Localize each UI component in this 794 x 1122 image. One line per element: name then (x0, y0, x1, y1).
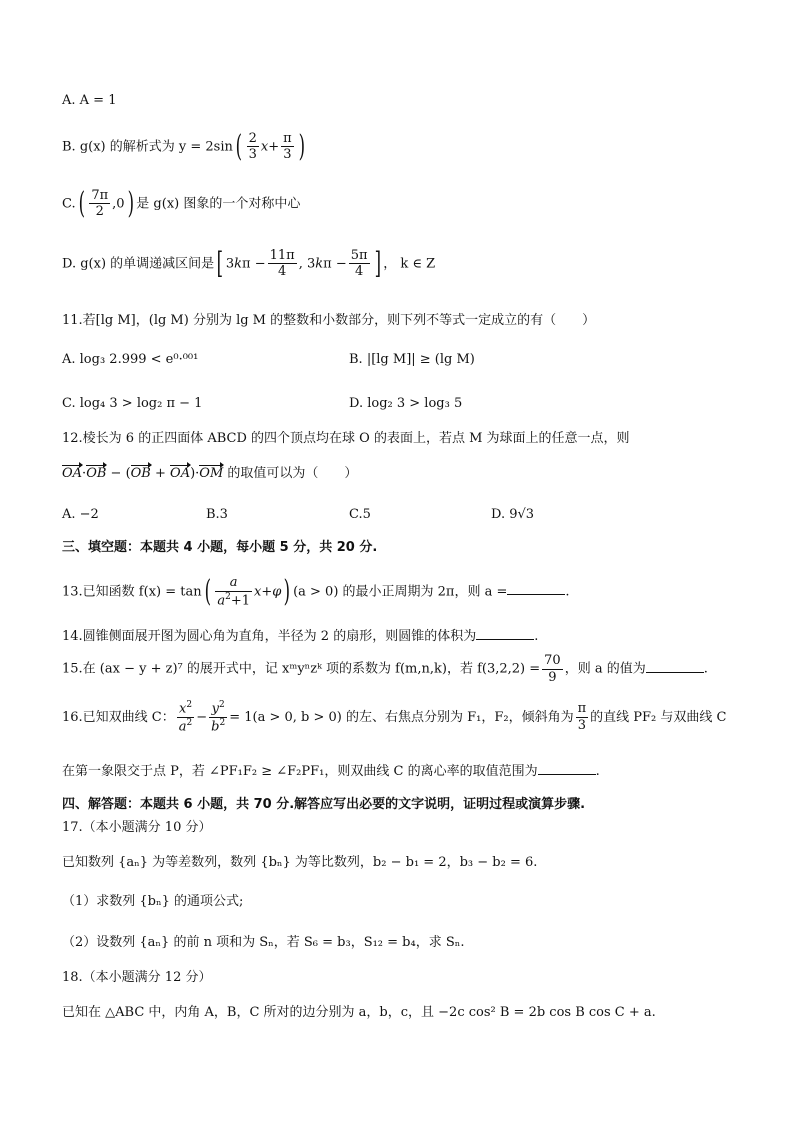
q15-prefix: 15.在 (ax − y + z)⁷ 的展开式中，记 xᵐyⁿzᵏ 项的系数为 f(m,n,k)，若 f(3,2,2) = (62, 661, 541, 677)
q16-line1: 16.已知双曲线 C： $\frac{x^2}{a^2}$ − $\frac{y^2}{b^2}$ = 1(a > 0, b > 0) 的左、右焦点分别为 F₁，F₂，倾斜角为 $\frac{\pi}{3}$ 的直线 PF₂ 与双曲线 C (62, 700, 727, 735)
q12-vector-expression: OA·OB − (OB + OA)·OM 的取值可以为（ ） (62, 466, 358, 481)
q11-option-c: C. log₄ 3 > log₂ π − 1 (62, 396, 203, 411)
q16-answer-blank[interactable] (538, 762, 596, 775)
q12-stem-suffix: 的取值可以为（ ） (227, 466, 358, 481)
q13-prefix: 13.已知函数 f(x) = tan (62, 584, 202, 600)
q17-part2: （2）设数列 {aₙ} 的前 n 项和为 Sₙ，若 S₆ = b₃，S₁₂ = b₄，求 Sₙ. (62, 935, 465, 950)
q12-option-b: B.3 (206, 507, 228, 522)
q10-option-c-suffix: 是 g(x) 图象的一个对称中心 (136, 196, 301, 212)
q14: 14.圆锥侧面展开图为圆心角为直角，半径为 2 的扇形，则圆锥的体积为 . (62, 629, 539, 644)
q11-option-a: A. log₃ 2.999 < e⁰·⁰⁰¹ (62, 352, 199, 367)
q16-line2-text: 在第一象限交于点 P，若 ∠PF₁F₂ ≥ ∠F₂PF₁，则双曲线 C 的离心率的取值范围为 (62, 764, 538, 779)
q12-stem: 12.棱长为 6 的正四面体 ABCD 的四个顶点均在球 O 的表面上，若点 M 为球面上的任意一点，则 (62, 431, 630, 446)
q13-suffix: (a > 0) 的最小正周期为 2π，则 a = (293, 584, 508, 600)
q17-stem: 已知数列 {aₙ} 为等差数列，数列 {bₙ} 为等比数列，b₂ − b₁ = 2，b₃ − b₂ = 6. (62, 855, 538, 870)
q17-part1: （1）求数列 {bₙ} 的通项公式; (62, 894, 244, 909)
q15-answer-blank[interactable] (646, 660, 704, 673)
q18-stem: 已知在 △ABC 中，内角 A，B，C 所对的边分别为 a，b，c，且 −2c cos² B = 2b cos B cos C + a. (62, 1005, 656, 1020)
q10-option-b: B. g(x) 的解析式为 y = 2sin( $\frac{2}{3}$ x+ $\frac{\pi}{3}$ ) (62, 129, 305, 164)
section-3-heading: 三、填空题：本题共 4 小题，每小题 5 分，共 20 分. (62, 540, 378, 555)
q16-prefix: 16.已知双曲线 C： (62, 709, 175, 725)
q15: 15.在 (ax − y + z)⁷ 的展开式中，记 xᵐyⁿzᵏ 项的系数为 f(m,n,k)，若 f(3,2,2) = $\frac{70}{9}$ ，则 a 的值为 . (62, 653, 708, 685)
section-4-heading: 四、解答题：本题共 6 小题，共 70 分.解答应写出必要的文字说明，证明过程或演算步骤. (62, 797, 586, 812)
q11-option-b: B. |[lg M]| ≥ (lg M) (349, 352, 475, 367)
q10-option-b-prefix: B. g(x) 的解析式为 y = 2sin (62, 139, 233, 155)
q13-answer-blank[interactable] (507, 582, 565, 595)
q18-title: 18.（本小题满分 12 分） (62, 970, 212, 985)
q12-option-c: C.5 (349, 507, 371, 522)
q15-suffix: ，则 a 的值为 (564, 661, 646, 677)
q17-title: 17.（本小题满分 10 分） (62, 820, 212, 835)
q11-stem: 11.若[lg M]，(lg M) 分别为 lg M 的整数和小数部分，则下列不等式一定成立的有（ ） (62, 313, 596, 328)
q14-text: 14.圆锥侧面展开图为圆心角为直角，半径为 2 的扇形，则圆锥的体积为 (62, 629, 477, 644)
q16-suffix: 的直线 PF₂ 与双曲线 C (590, 709, 727, 725)
q11-option-d: D. log₂ 3 > log₃ 5 (349, 396, 463, 411)
q14-answer-blank[interactable] (476, 627, 534, 640)
q12-option-a: A. −2 (62, 507, 99, 522)
q10-option-d: D. g(x) 的单调递减区间是[ 3kπ − $\frac{11\pi}{4}$ , 3kπ − $\frac{5\pi}{4}$ ] ， k ∈ Z (62, 246, 436, 281)
q13: 13.已知函数 f(x) = tan( $\frac{a}{a^2+1}$ x+φ) (a > 0) 的最小正周期为 2π，则 a = . (62, 574, 570, 609)
q10-option-a: A. A = 1 (62, 93, 117, 108)
q10-option-c: C.( $\frac{7\pi}{2}$ ,0) 是 g(x) 图象的一个对称中心 (62, 186, 301, 221)
q16-mid: = 1(a > 0, b > 0) 的左、右焦点分别为 F₁，F₂，倾斜角为 (229, 709, 574, 725)
q12-option-d: D. 9√3 (491, 507, 535, 522)
q10-option-d-suffix: ， k ∈ Z (383, 256, 436, 272)
q16-line2: 在第一象限交于点 P，若 ∠PF₁F₂ ≥ ∠F₂PF₁，则双曲线 C 的离心率的取值范围为 . (62, 764, 600, 779)
q10-option-d-prefix: D. g(x) 的单调递减区间是 (62, 256, 215, 272)
